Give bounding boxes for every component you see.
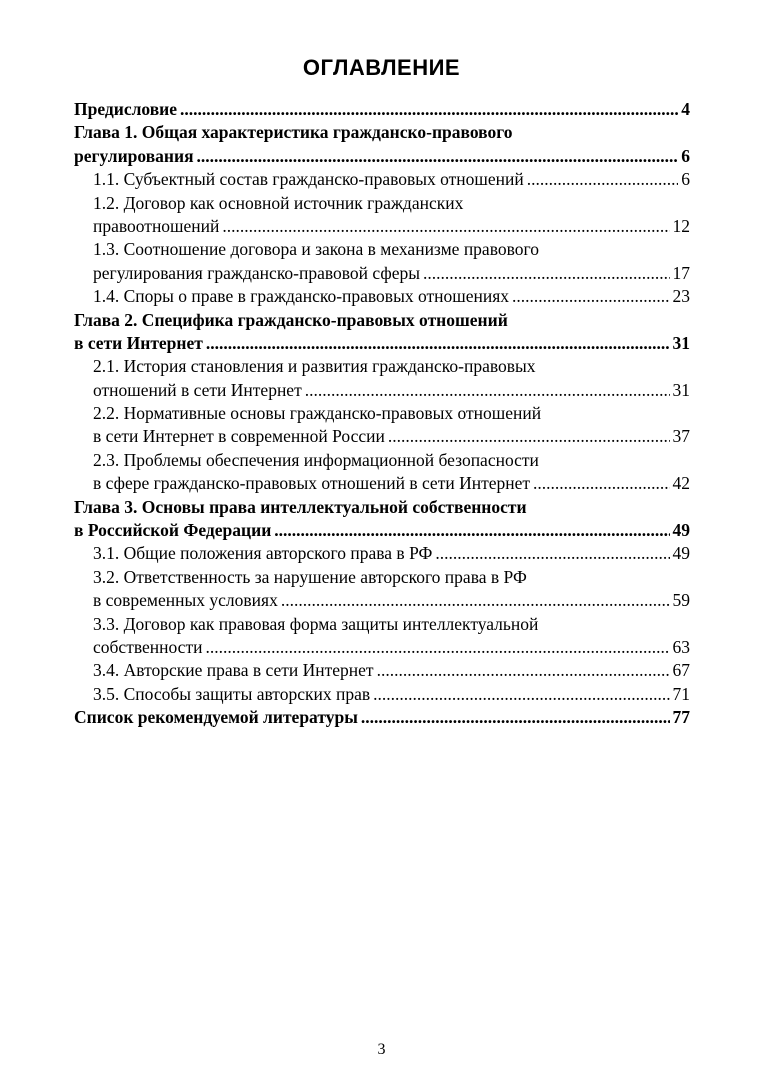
toc-entry-line (93, 215, 690, 238)
toc-section-entry (74, 449, 690, 496)
dot-leader (197, 145, 679, 168)
toc-entry-line (93, 659, 690, 682)
toc-entry-title: 3.4. Авторские права в сети Интернет (93, 660, 374, 681)
toc-page-number: 67 (672, 660, 690, 681)
toc-entry-line (93, 589, 690, 612)
page-title: ОГЛАВЛЕНИЕ (302, 55, 461, 80)
toc-entry-title: собственности (93, 636, 203, 657)
toc-chapter-entry (74, 98, 690, 121)
dot-leader (206, 332, 670, 355)
dot-leader (388, 425, 670, 448)
toc-chapter-entry (74, 496, 690, 543)
dot-leader (533, 472, 669, 495)
toc-entry-line (93, 542, 690, 565)
toc-entry-line (93, 472, 690, 495)
toc-page-number: 31 (672, 379, 690, 400)
toc-entry-line (93, 636, 690, 659)
toc-entry-title: регулирования гражданско-правовой сферы (93, 262, 421, 283)
dot-leader (435, 542, 669, 565)
dot-leader (512, 285, 669, 308)
toc-entry-line: 2.1. История становления и развития гражданско-правовых (93, 356, 536, 377)
toc-entry-line (74, 332, 690, 355)
dot-leader (180, 98, 678, 121)
dot-leader (423, 262, 669, 285)
toc-entry-line (93, 683, 690, 706)
toc-page-number: 71 (672, 683, 690, 704)
dot-leader (373, 683, 669, 706)
toc-chapter-entry (74, 706, 690, 729)
dot-leader (527, 168, 678, 191)
toc-page-number: 6 (681, 145, 690, 166)
toc-entry-line: 3.2. Ответственность за нарушение авторского права в РФ (93, 566, 527, 587)
toc-entry-line (93, 285, 690, 308)
toc-page-number: 17 (672, 262, 690, 283)
toc-entry-line: 1.2. Договор как основной источник гражданских (93, 192, 464, 213)
toc-entry-title: в сети Интернет (74, 332, 203, 353)
toc-entry-line (74, 98, 690, 121)
dot-leader (274, 519, 669, 542)
table-of-contents (74, 98, 690, 730)
toc-page-number: 4 (681, 99, 690, 119)
toc-section-entry (74, 659, 690, 682)
toc-page-number: 6 (681, 169, 690, 190)
toc-entry-line: 2.2. Нормативные основы гражданско-правовых отношений (93, 403, 542, 424)
toc-entry-line (93, 262, 690, 285)
toc-entry-title: Предисловие (74, 99, 178, 119)
dot-leader (222, 215, 669, 238)
toc-page-number: 12 (672, 215, 690, 236)
toc-page-number: 59 (672, 590, 690, 611)
toc-page-number: 42 (672, 473, 690, 494)
toc-section-entry (74, 168, 690, 191)
toc-entry-title: отношений в сети Интернет (93, 379, 302, 400)
toc-entry-title: в Российской Федерации (74, 520, 272, 541)
toc-entry-title: в современных условиях (93, 590, 278, 611)
toc-entry-title: правоотношений (93, 215, 220, 236)
dot-leader (305, 379, 670, 402)
toc-section-entry (74, 192, 690, 239)
toc-chapter-entry (74, 121, 690, 168)
toc-page-number: 49 (672, 543, 690, 564)
toc-section-entry (74, 613, 690, 660)
toc-page-number: 23 (672, 286, 690, 307)
toc-entry-line: 1.3. Соотношение договора и закона в механизме правового (93, 239, 539, 260)
toc-entry-title: 1.1. Субъектный состав гражданско-правовых отношений (93, 169, 524, 190)
page-number: 3 (377, 1041, 386, 1058)
toc-entry-title: в сфере гражданско-правовых отношений в сети Интернет (93, 473, 531, 494)
toc-entry-title: 3.1. Общие положения авторского права в РФ (93, 543, 433, 564)
toc-entry-line (74, 145, 690, 168)
toc-entry-line (93, 168, 690, 191)
toc-entry-line: Глава 1. Общая характеристика гражданско-правового (74, 122, 513, 143)
dot-leader (377, 659, 670, 682)
toc-section-entry (74, 402, 690, 449)
toc-entry-title: Список рекомендуемой литературы (74, 707, 358, 728)
toc-page-number: 49 (672, 520, 690, 541)
toc-entry-line: Глава 2. Специфика гражданско-правовых отношений (74, 309, 508, 330)
dot-leader (361, 706, 670, 729)
toc-entry-line (93, 425, 690, 448)
toc-section-entry (74, 566, 690, 613)
toc-entry-line: 2.3. Проблемы обеспечения информационной безопасности (93, 449, 539, 470)
toc-page-number: 31 (672, 332, 690, 353)
toc-section-entry (74, 285, 690, 308)
toc-entry-title: регулирования (74, 145, 194, 166)
toc-entry-line (74, 519, 690, 542)
toc-entry-line (93, 379, 690, 402)
toc-entry-line: Глава 3. Основы права интеллектуальной собственности (74, 496, 527, 517)
toc-entry-title: 3.5. Способы защиты авторских прав (93, 683, 371, 704)
toc-entry-line: 3.3. Договор как правовая форма защиты интеллектуальной (93, 613, 539, 634)
toc-section-entry (74, 238, 690, 285)
dot-leader (205, 636, 669, 659)
toc-chapter-entry (74, 309, 690, 356)
toc-section-entry (74, 355, 690, 402)
toc-entry-title: в сети Интернет в современной России (93, 426, 385, 447)
toc-entry-title: 1.4. Споры о праве в гражданско-правовых отношениях (93, 286, 510, 307)
dot-leader (281, 589, 670, 612)
toc-section-entry (74, 542, 690, 565)
toc-section-entry (74, 683, 690, 706)
toc-entry-line (74, 706, 690, 729)
toc-page-number: 63 (672, 636, 690, 657)
toc-page-number: 77 (672, 707, 690, 728)
toc-page-number: 37 (672, 426, 690, 447)
